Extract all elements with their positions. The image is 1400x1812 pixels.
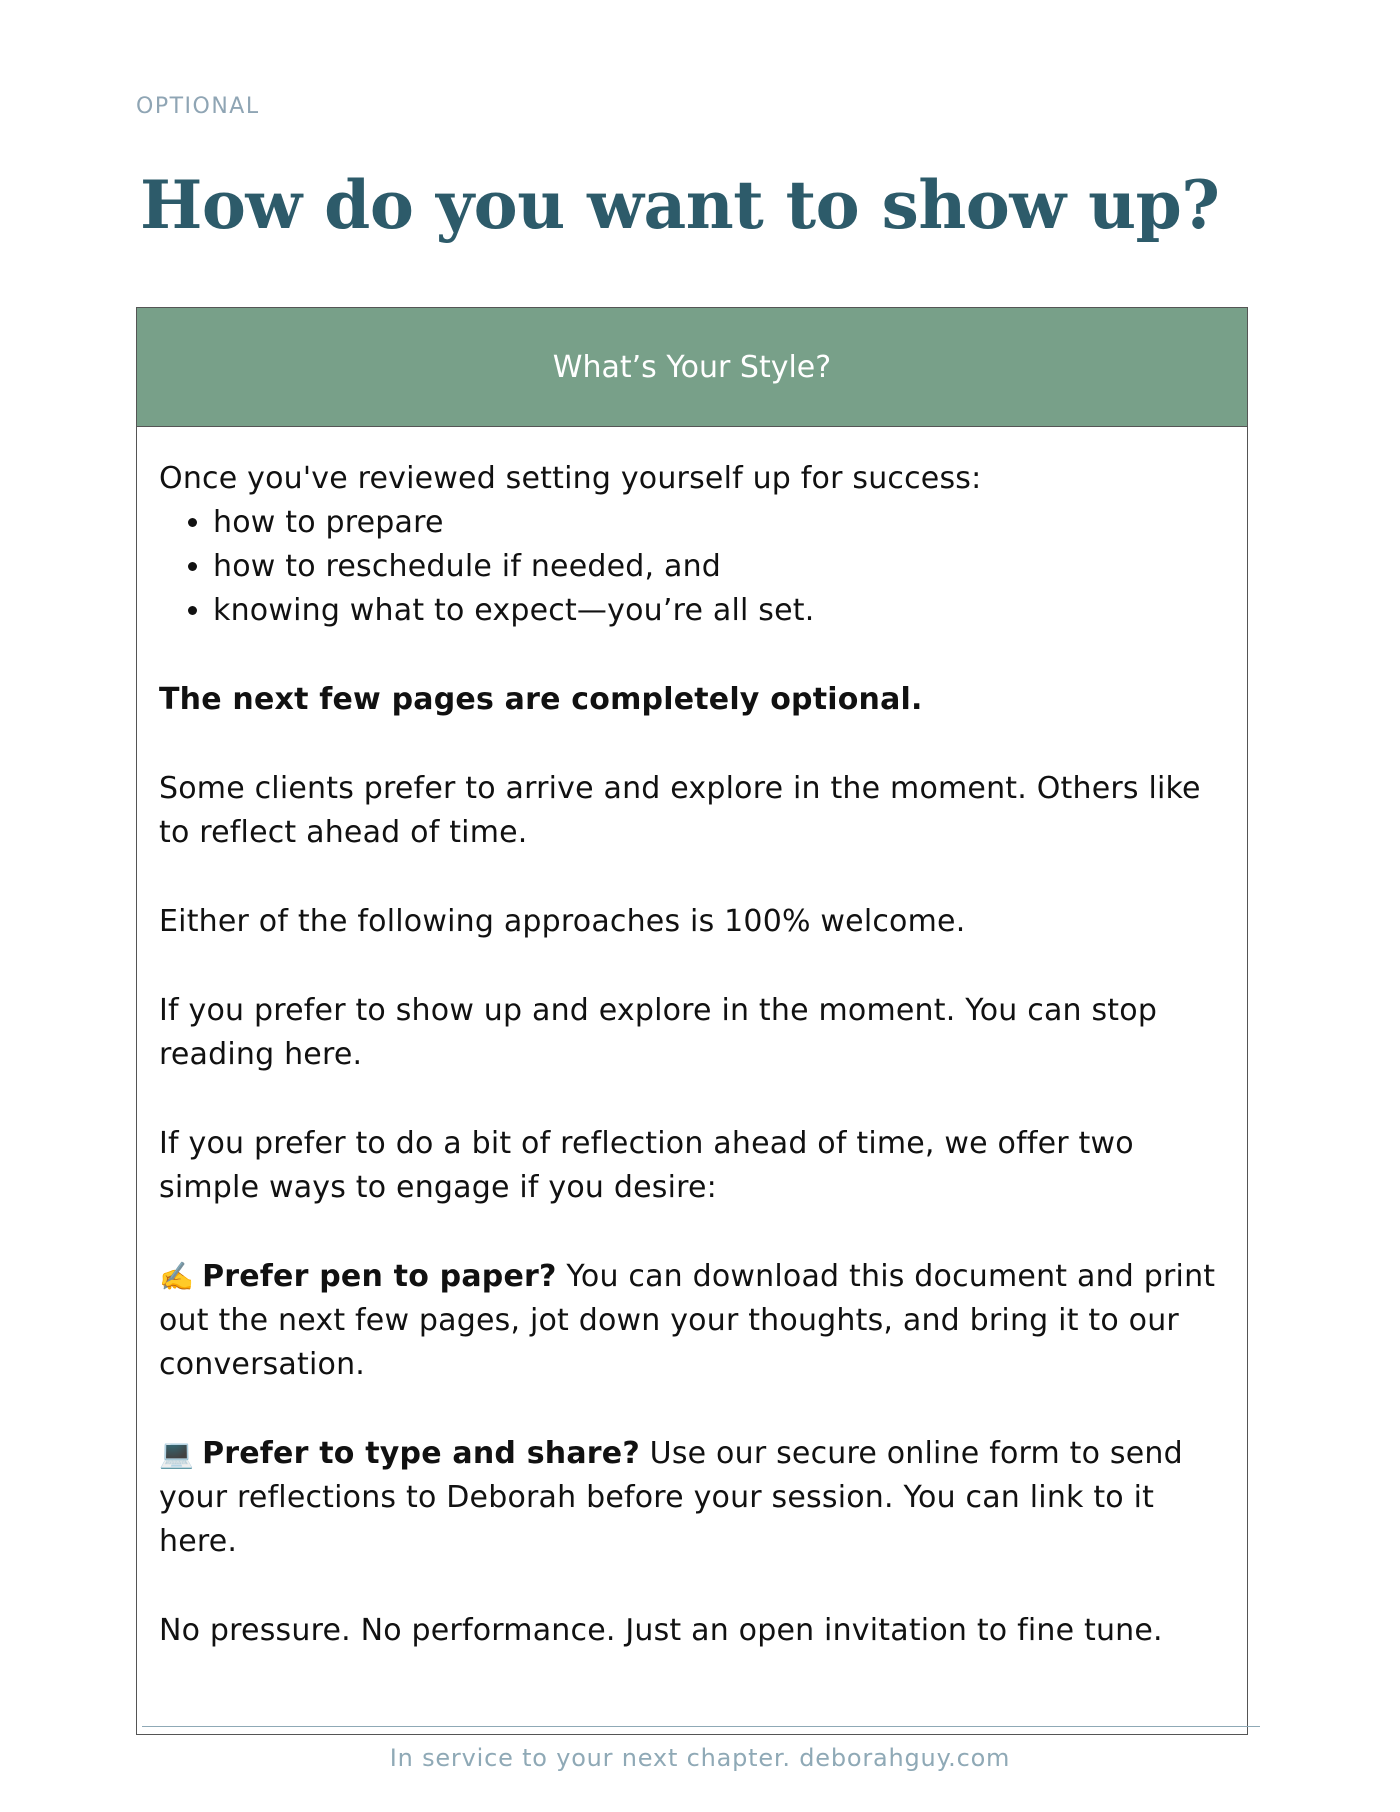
option-pen-paper bbox=[159, 1255, 1225, 1387]
list-item: • how to reschedule if needed, and bbox=[213, 545, 1225, 589]
option-pen-text: You can download this document and print out the next few pages, jot down your thoughts, and bring it to our conversation. bbox=[159, 1259, 1216, 1382]
reflect-paragraph: If you prefer to do a bit of reflection ahead of time, we offer two simple ways to engage if you desire: bbox=[159, 1126, 1134, 1205]
card-heading: What’s Your Style? bbox=[137, 308, 1247, 427]
writing-hand-icon: ✍️ bbox=[159, 1260, 195, 1293]
welcome-paragraph: Either of the following approaches is 100% welcome. bbox=[159, 904, 966, 939]
footer-text: In service to your next chapter. deborahguy.com bbox=[389, 1744, 1011, 1772]
option-pen-lead: Prefer pen to paper? bbox=[202, 1259, 557, 1294]
list-item: • how to prepare bbox=[213, 501, 1225, 545]
option-type-share bbox=[159, 1432, 1225, 1564]
option-type-text: Use our secure online form to send your reflections to Deborah before your session. You can link to it here. bbox=[159, 1436, 1183, 1559]
style-card bbox=[136, 307, 1248, 1735]
closing-paragraph: No pressure. No performance. Just an open invitation to fine tune. bbox=[159, 1613, 1163, 1648]
page-title: How do you want to show up? bbox=[140, 166, 1220, 244]
laptop-icon: 💻 bbox=[159, 1437, 195, 1470]
option-type-lead: Prefer to type and share? bbox=[202, 1436, 640, 1471]
section-label: OPTIONAL bbox=[136, 94, 260, 119]
optional-note: The next few pages are completely optional. bbox=[159, 682, 923, 717]
styles-paragraph: Some clients prefer to arrive and explore in the moment. Others like to reflect ahead of time. bbox=[159, 771, 1201, 850]
moment-paragraph: If you prefer to show up and explore in the moment. You can stop reading here. bbox=[159, 993, 1158, 1072]
card-body bbox=[137, 427, 1247, 1653]
footer-divider bbox=[142, 1726, 1260, 1727]
intro-text: Once you've reviewed setting yourself up for success: bbox=[159, 461, 982, 496]
prep-list bbox=[159, 501, 1225, 633]
list-item: • knowing what to expect—you’re all set. bbox=[213, 589, 1225, 633]
